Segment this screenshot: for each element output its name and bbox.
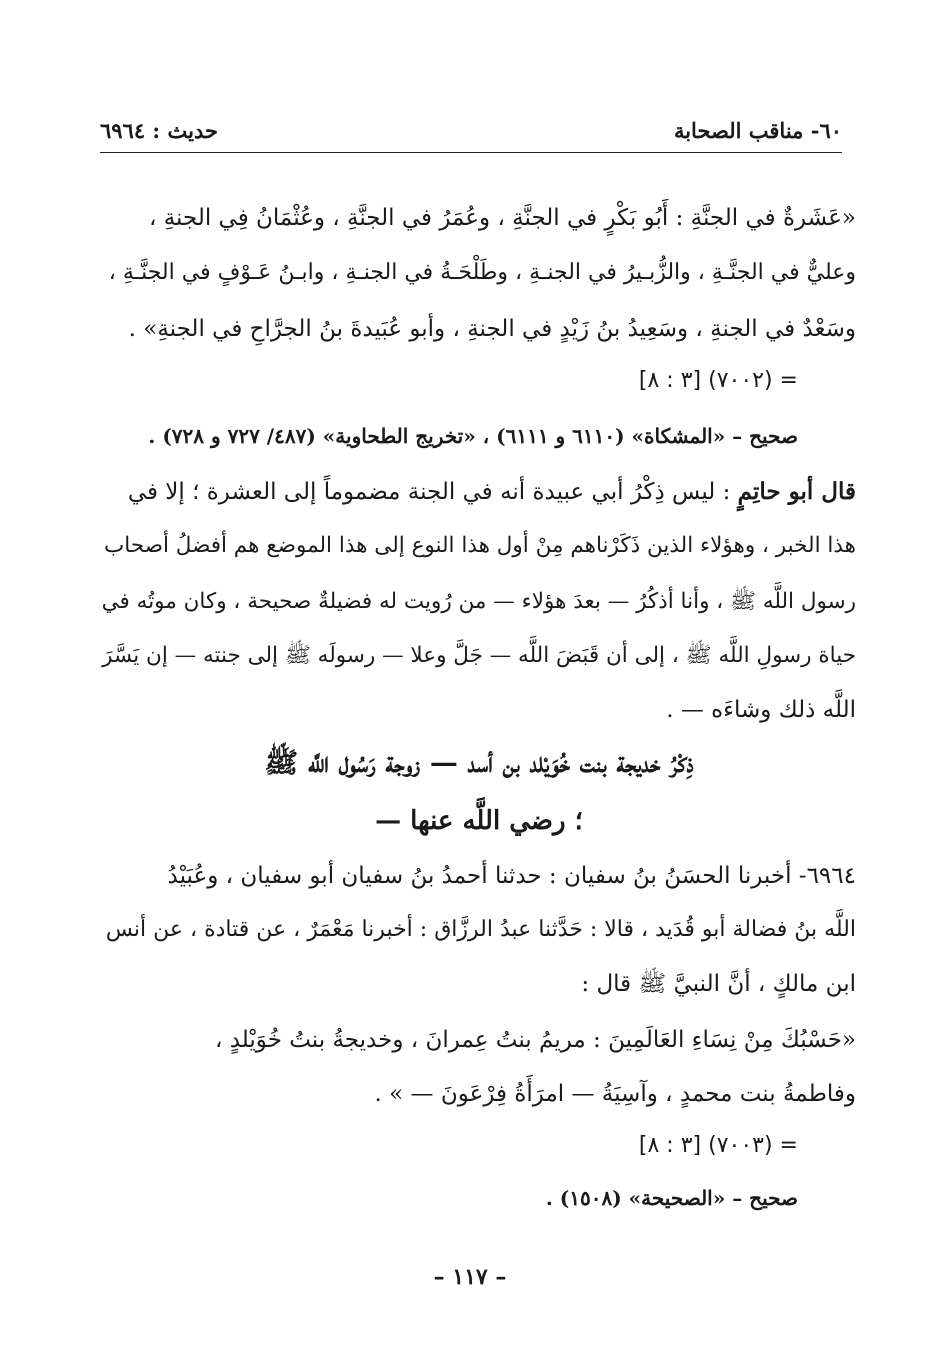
- hadith-7002-reference: = (٧٠٠٢) [٣ : ٨]: [638, 368, 798, 393]
- hadith-reference: حديث : ٦٩٦٤: [100, 118, 218, 143]
- hadith-6964-matn-line-1: «حَسْبُكَ مِنْ نِسَاءِ العَالَمِينَ : مريمُ بنتُ عِمرانَ ، وخديجةُ بنتُ خُوَيْلدٍ ،: [214, 1027, 856, 1053]
- commentary-line-2: هذا الخبر ، وهؤلاء الذين ذَكَرْناهم مِنْ أول هذا النوع إلى هذا الموضع هم أفضلُ أصحاب: [104, 533, 856, 558]
- hadith-7002-line-3: وسَعْدٌ في الجنةِ ، وسَعِيدُ بنُ زَيْدٍ في الجنةِ ، وأبو عُبَيدةَ بنُ الجرَّاحِ في الجنةِ» .: [128, 316, 856, 342]
- running-header: [100, 112, 842, 153]
- hadith-6964-grade: صحيح – «الصحيحة» (١٥٠٨) .: [545, 1186, 798, 1210]
- chapter-heading-line-1: ذِكْرُ خديجة بنت خُوَيْلد بن أسد — زوجة رَسُول اللَّه ﷺ: [264, 746, 694, 779]
- chapter-heading-line-2: ؛ رضي اللَّه عنها —: [375, 806, 583, 836]
- commentary-text-1: : ليس ذِكْرُ أبي عبيدة أنه في الجنة مضموماً إلى العشرة ؛ إلا في: [127, 479, 731, 505]
- commentary-line-4: حياة رسولِ اللَّه ﷺ ، إلى أن قَبَضَ اللَّه — جَلَّ وعلا — رسولَه ﷺ إلى جنته — إن يَسَّرَ: [102, 643, 856, 668]
- hadith-6964-matn-line-2: وفاطمةُ بنت محمدٍ ، وآسِيَةُ — امرَأَةُ فِرْعَونَ — » .: [374, 1081, 856, 1107]
- page-number: – ١١٧ –: [433, 1264, 507, 1290]
- hadith-6964-reference: = (٧٠٠٣) [٣ : ٨]: [638, 1133, 798, 1158]
- hadith-6964-chain-line-1: ٦٩٦٤- أخبرنا الحسَنُ بنُ سفيان : حدثنا أحمدُ بنُ سفيان أبو سفيان ، وعُبَيْدُ: [167, 863, 856, 889]
- commentary-line-5: اللَّه ذلك وشاءَه — .: [666, 697, 856, 723]
- hadith-7002-line-2: وعليٌّ في الجنَّـةِ ، والزُّبـيرُ في الجنـةِ ، وطَلْحَـةُ في الجنـةِ ، وابـنُ عَـوْفٍ في الجنَّـةِ ،: [108, 260, 856, 285]
- hadith-6964-chain-line-2: اللَّه بنُ فضالة أبو قُدَيد ، قالا : حَدَّثنا عبدُ الرزَّاق : أخبرنا مَعْمَرٌ ، عن قتادة ، عن أنس: [105, 917, 856, 942]
- commentary-line-1: [128, 472, 856, 512]
- section-title: ٦٠- مناقب الصحابة: [673, 118, 842, 143]
- hadith-7002-line-1: «عَشَرةٌ في الجنَّةِ : أَبُو بَكْرٍ في الجنَّةِ ، وعُمَرُ في الجنَّةِ ، وعُثْمَانُ فِي الجنةِ ،: [148, 205, 856, 231]
- hadith-7002-grade: صحيح – «المشكاة» (٦١١٠ و ٦١١١) ، «تخريج الطحاوية» (٤٨٧/ ٧٢٧ و ٧٢٨) .: [148, 424, 798, 448]
- commentary-line-3: رسول اللَّه ﷺ ، وأنا أذكُرُ — بعدَ هؤلاء — من رُويت له فضيلةٌ صحيحة ، وكان موتُه في: [101, 589, 856, 614]
- hadith-6964-chain-line-3: ابن مالكٍ ، أنَّ النبيَّ ﷺ قال :: [581, 971, 856, 997]
- commentary-speaker: قال أبو حاتِمٍ: [737, 478, 856, 505]
